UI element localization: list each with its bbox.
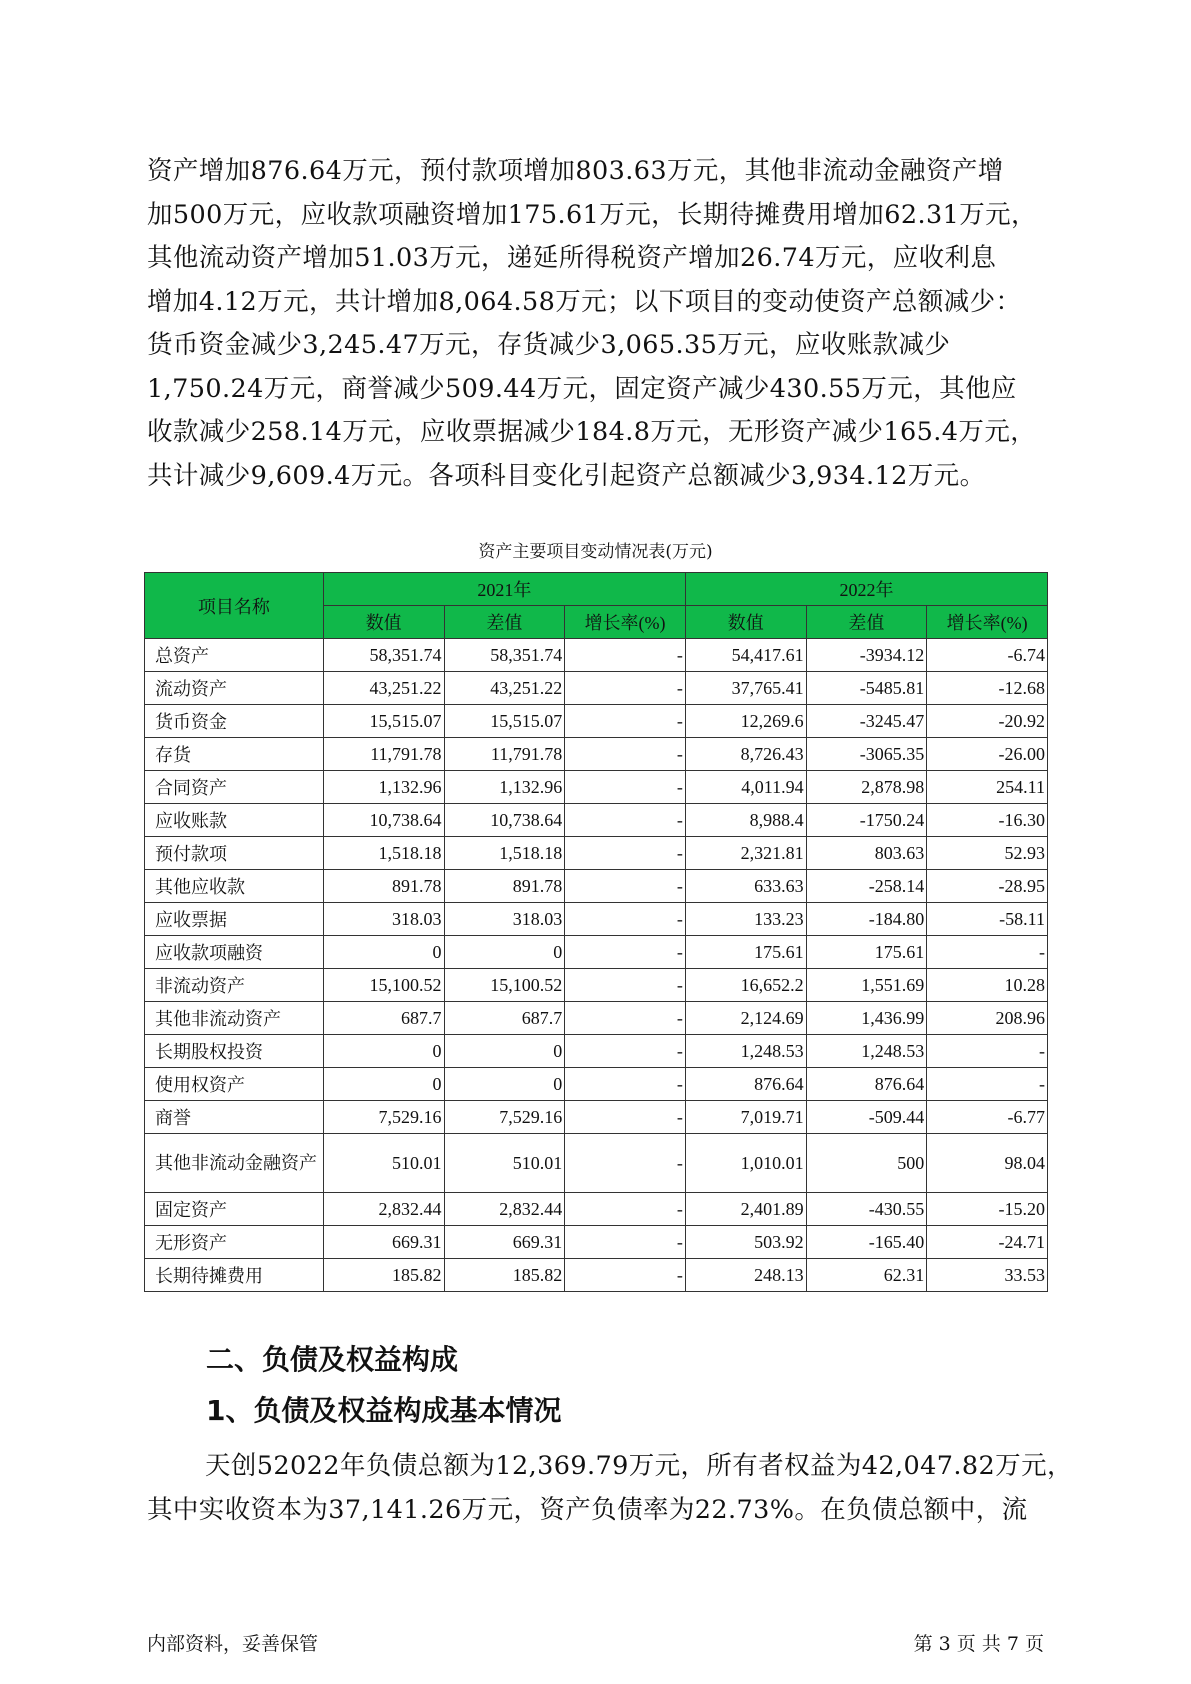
cell-value-2022: 633.63 bbox=[685, 870, 806, 903]
cell-growth-2021: - bbox=[565, 837, 686, 870]
cell-growth-2021: - bbox=[565, 1068, 686, 1101]
cell-value-2021: 510.01 bbox=[323, 1134, 444, 1193]
cell-growth-2022: -12.68 bbox=[927, 672, 1048, 705]
cell-growth-2021: - bbox=[565, 1134, 686, 1193]
cell-growth-2022: - bbox=[927, 1068, 1048, 1101]
cell-item-name: 其他非流动金融资产 bbox=[145, 1134, 324, 1193]
cell-item-name: 非流动资产 bbox=[145, 969, 324, 1002]
cell-item-name: 存货 bbox=[145, 738, 324, 771]
cell-value-2021: 11,791.78 bbox=[323, 738, 444, 771]
cell-value-2021: 1,518.18 bbox=[323, 837, 444, 870]
cell-diff-2022: -430.55 bbox=[806, 1193, 927, 1226]
cell-value-2021: 58,351.74 bbox=[323, 639, 444, 672]
header-item-name: 项目名称 bbox=[145, 573, 324, 639]
cell-item-name: 应收账款 bbox=[145, 804, 324, 837]
cell-value-2022: 2,321.81 bbox=[685, 837, 806, 870]
cell-item-name: 其他非流动资产 bbox=[145, 1002, 324, 1035]
cell-diff-2022: -3245.47 bbox=[806, 705, 927, 738]
cell-value-2022: 8,988.4 bbox=[685, 804, 806, 837]
cell-growth-2021: - bbox=[565, 870, 686, 903]
cell-value-2022: 876.64 bbox=[685, 1068, 806, 1101]
cell-value-2022: 54,417.61 bbox=[685, 639, 806, 672]
table-body bbox=[145, 639, 1048, 1292]
cell-growth-2021: - bbox=[565, 771, 686, 804]
cell-item-name: 货币资金 bbox=[145, 705, 324, 738]
cell-growth-2021: - bbox=[565, 738, 686, 771]
cell-growth-2022: -28.95 bbox=[927, 870, 1048, 903]
cell-value-2022: 4,011.94 bbox=[685, 771, 806, 804]
cell-diff-2022: 175.61 bbox=[806, 936, 927, 969]
cell-growth-2022: -6.74 bbox=[927, 639, 1048, 672]
cell-growth-2022: 52.93 bbox=[927, 837, 1048, 870]
table-row bbox=[145, 804, 1048, 837]
table-row bbox=[145, 969, 1048, 1002]
cell-diff-2022: 62.31 bbox=[806, 1259, 927, 1292]
cell-value-2022: 133.23 bbox=[685, 903, 806, 936]
cell-growth-2021: - bbox=[565, 705, 686, 738]
paragraph-line: 货币资金减少3,245.47万元，存货减少3,065.35万元，应收账款减少 bbox=[147, 330, 951, 360]
table-row bbox=[145, 1193, 1048, 1226]
cell-item-name: 其他应收款 bbox=[145, 870, 324, 903]
cell-diff-2021: 687.7 bbox=[444, 1002, 565, 1035]
cell-growth-2022: 33.53 bbox=[927, 1259, 1048, 1292]
header-growth-2022: 增长率(%) bbox=[927, 606, 1048, 639]
cell-diff-2021: 43,251.22 bbox=[444, 672, 565, 705]
cell-value-2021: 318.03 bbox=[323, 903, 444, 936]
cell-value-2021: 1,132.96 bbox=[323, 771, 444, 804]
paragraph-line: 资产增加876.64万元，预付款项增加803.63万元，其他非流动金融资产增 bbox=[147, 156, 1004, 186]
cell-diff-2022: -1750.24 bbox=[806, 804, 927, 837]
cell-diff-2022: 1,551.69 bbox=[806, 969, 927, 1002]
cell-diff-2022: 876.64 bbox=[806, 1068, 927, 1101]
cell-item-name: 长期股权投资 bbox=[145, 1035, 324, 1068]
cell-diff-2021: 15,515.07 bbox=[444, 705, 565, 738]
cell-diff-2021: 2,832.44 bbox=[444, 1193, 565, 1226]
header-year-2021: 2021年 bbox=[323, 573, 685, 606]
cell-growth-2022: 208.96 bbox=[927, 1002, 1048, 1035]
table-title: 资产主要项目变动情况表(万元) bbox=[478, 542, 713, 562]
table-row bbox=[145, 1226, 1048, 1259]
cell-value-2022: 37,765.41 bbox=[685, 672, 806, 705]
cell-growth-2021: - bbox=[565, 672, 686, 705]
cell-growth-2022: 10.28 bbox=[927, 969, 1048, 1002]
asset-change-table bbox=[144, 572, 1048, 1292]
cell-diff-2021: 1,132.96 bbox=[444, 771, 565, 804]
table-row bbox=[145, 1101, 1048, 1134]
cell-growth-2022: -24.71 bbox=[927, 1226, 1048, 1259]
cell-diff-2022: 1,436.99 bbox=[806, 1002, 927, 1035]
sub-heading: 1、负债及权益构成基本情况 bbox=[206, 1394, 562, 1427]
table-row bbox=[145, 639, 1048, 672]
paragraph-line: 加500万元，应收款项融资增加175.61万元，长期待摊费用增加62.31万元， bbox=[147, 199, 1037, 230]
cell-diff-2021: 0 bbox=[444, 1068, 565, 1101]
cell-diff-2021: 0 bbox=[444, 1035, 565, 1068]
cell-item-name: 应收票据 bbox=[145, 903, 324, 936]
cell-growth-2021: - bbox=[565, 903, 686, 936]
table-row bbox=[145, 672, 1048, 705]
cell-diff-2022: 500 bbox=[806, 1134, 927, 1193]
intro-paragraph bbox=[147, 150, 1047, 498]
cell-value-2022: 7,019.71 bbox=[685, 1101, 806, 1134]
table-row bbox=[145, 837, 1048, 870]
cell-diff-2021: 11,791.78 bbox=[444, 738, 565, 771]
cell-value-2022: 2,401.89 bbox=[685, 1193, 806, 1226]
header-year-2022: 2022年 bbox=[685, 573, 1047, 606]
cell-value-2021: 185.82 bbox=[323, 1259, 444, 1292]
cell-diff-2022: -509.44 bbox=[806, 1101, 927, 1134]
table-row bbox=[145, 870, 1048, 903]
table-row bbox=[145, 1259, 1048, 1292]
body-paragraph bbox=[147, 1445, 1073, 1532]
cell-value-2021: 7,529.16 bbox=[323, 1101, 444, 1134]
cell-item-name: 长期待摊费用 bbox=[145, 1259, 324, 1292]
cell-value-2021: 669.31 bbox=[323, 1226, 444, 1259]
cell-value-2021: 891.78 bbox=[323, 870, 444, 903]
cell-value-2021: 10,738.64 bbox=[323, 804, 444, 837]
cell-growth-2022: -20.92 bbox=[927, 705, 1048, 738]
cell-growth-2021: - bbox=[565, 1226, 686, 1259]
cell-growth-2022: - bbox=[927, 936, 1048, 969]
cell-diff-2021: 510.01 bbox=[444, 1134, 565, 1193]
cell-diff-2021: 185.82 bbox=[444, 1259, 565, 1292]
cell-value-2021: 0 bbox=[323, 1068, 444, 1101]
cell-diff-2022: -3934.12 bbox=[806, 639, 927, 672]
section-heading: 二、负债及权益构成 bbox=[206, 1343, 459, 1376]
cell-value-2022: 2,124.69 bbox=[685, 1002, 806, 1035]
footer-page-number: 第 3 页 共 7 页 bbox=[913, 1633, 1044, 1655]
cell-value-2022: 248.13 bbox=[685, 1259, 806, 1292]
cell-growth-2022: -58.11 bbox=[927, 903, 1048, 936]
cell-diff-2021: 0 bbox=[444, 936, 565, 969]
cell-diff-2021: 669.31 bbox=[444, 1226, 565, 1259]
cell-item-name: 固定资产 bbox=[145, 1193, 324, 1226]
cell-growth-2021: - bbox=[565, 1101, 686, 1134]
paragraph-line: 共计减少9,609.4万元。各项科目变化引起资产总额减少3,934.12万元。 bbox=[147, 460, 986, 491]
cell-growth-2021: - bbox=[565, 1035, 686, 1068]
cell-growth-2021: - bbox=[565, 969, 686, 1002]
cell-item-name: 使用权资产 bbox=[145, 1068, 324, 1101]
paragraph-line: 其他流动资产增加51.03万元，递延所得税资产增加26.74万元，应收利息 bbox=[147, 243, 997, 273]
table-row bbox=[145, 903, 1048, 936]
paragraph-line: 其中实收资本为37,141.26万元，资产负债率为22.73%。在负债总额中，流 bbox=[147, 1494, 1028, 1525]
header-value-2022: 数值 bbox=[685, 606, 806, 639]
table-row bbox=[145, 738, 1048, 771]
cell-diff-2022: -258.14 bbox=[806, 870, 927, 903]
paragraph-line: 增加4.12万元，共计增加8,064.58万元；以下项目的变动使资产总额减少： bbox=[147, 286, 1022, 317]
cell-growth-2021: - bbox=[565, 639, 686, 672]
cell-value-2022: 1,010.01 bbox=[685, 1134, 806, 1193]
cell-item-name: 总资产 bbox=[145, 639, 324, 672]
cell-item-name: 合同资产 bbox=[145, 771, 324, 804]
cell-growth-2022: 98.04 bbox=[927, 1134, 1048, 1193]
cell-value-2022: 1,248.53 bbox=[685, 1035, 806, 1068]
table-row bbox=[145, 1002, 1048, 1035]
cell-value-2022: 12,269.6 bbox=[685, 705, 806, 738]
cell-diff-2021: 7,529.16 bbox=[444, 1101, 565, 1134]
cell-value-2021: 0 bbox=[323, 1035, 444, 1068]
table-row bbox=[145, 1068, 1048, 1101]
cell-item-name: 预付款项 bbox=[145, 837, 324, 870]
cell-diff-2021: 318.03 bbox=[444, 903, 565, 936]
cell-growth-2022: 254.11 bbox=[927, 771, 1048, 804]
header-diff-2022: 差值 bbox=[806, 606, 927, 639]
cell-diff-2021: 891.78 bbox=[444, 870, 565, 903]
cell-diff-2021: 15,100.52 bbox=[444, 969, 565, 1002]
cell-growth-2022: -16.30 bbox=[927, 804, 1048, 837]
cell-growth-2021: - bbox=[565, 1002, 686, 1035]
cell-growth-2022: -26.00 bbox=[927, 738, 1048, 771]
cell-growth-2021: - bbox=[565, 1193, 686, 1226]
cell-growth-2022: - bbox=[927, 1035, 1048, 1068]
table-row bbox=[145, 1134, 1048, 1193]
cell-value-2022: 175.61 bbox=[685, 936, 806, 969]
cell-growth-2021: - bbox=[565, 804, 686, 837]
cell-value-2021: 0 bbox=[323, 936, 444, 969]
cell-value-2021: 43,251.22 bbox=[323, 672, 444, 705]
header-diff-2021: 差值 bbox=[444, 606, 565, 639]
header-value-2021: 数值 bbox=[323, 606, 444, 639]
cell-diff-2022: 2,878.98 bbox=[806, 771, 927, 804]
paragraph-line: 1,750.24万元，商誉减少509.44万元，固定资产减少430.55万元，其他应 bbox=[147, 373, 1017, 404]
cell-diff-2022: -184.80 bbox=[806, 903, 927, 936]
cell-diff-2022: 803.63 bbox=[806, 837, 927, 870]
cell-diff-2022: -3065.35 bbox=[806, 738, 927, 771]
cell-value-2022: 503.92 bbox=[685, 1226, 806, 1259]
cell-growth-2021: - bbox=[565, 936, 686, 969]
table-row bbox=[145, 936, 1048, 969]
paragraph-line: 天创52022年负债总额为12,369.79万元，所有者权益为42,047.82万元， bbox=[205, 1451, 1073, 1481]
table-row bbox=[145, 1035, 1048, 1068]
cell-diff-2022: -5485.81 bbox=[806, 672, 927, 705]
cell-value-2021: 687.7 bbox=[323, 1002, 444, 1035]
paragraph-line: 收款减少258.14万元，应收票据减少184.8万元，无形资产减少165.4万元， bbox=[147, 417, 1037, 447]
cell-growth-2021: - bbox=[565, 1259, 686, 1292]
cell-diff-2022: 1,248.53 bbox=[806, 1035, 927, 1068]
cell-value-2021: 2,832.44 bbox=[323, 1193, 444, 1226]
cell-item-name: 商誉 bbox=[145, 1101, 324, 1134]
cell-growth-2022: -15.20 bbox=[927, 1193, 1048, 1226]
cell-value-2021: 15,100.52 bbox=[323, 969, 444, 1002]
table-row bbox=[145, 705, 1048, 738]
cell-diff-2021: 1,518.18 bbox=[444, 837, 565, 870]
footer-confidential-note: 内部资料，妥善保管 bbox=[147, 1633, 319, 1655]
cell-diff-2021: 10,738.64 bbox=[444, 804, 565, 837]
cell-item-name: 应收款项融资 bbox=[145, 936, 324, 969]
cell-growth-2022: -6.77 bbox=[927, 1101, 1048, 1134]
table-row bbox=[145, 771, 1048, 804]
cell-diff-2022: -165.40 bbox=[806, 1226, 927, 1259]
cell-value-2022: 16,652.2 bbox=[685, 969, 806, 1002]
header-growth-2021: 增长率(%) bbox=[565, 606, 686, 639]
cell-value-2021: 15,515.07 bbox=[323, 705, 444, 738]
cell-diff-2021: 58,351.74 bbox=[444, 639, 565, 672]
cell-value-2022: 8,726.43 bbox=[685, 738, 806, 771]
cell-item-name: 无形资产 bbox=[145, 1226, 324, 1259]
cell-item-name: 流动资产 bbox=[145, 672, 324, 705]
